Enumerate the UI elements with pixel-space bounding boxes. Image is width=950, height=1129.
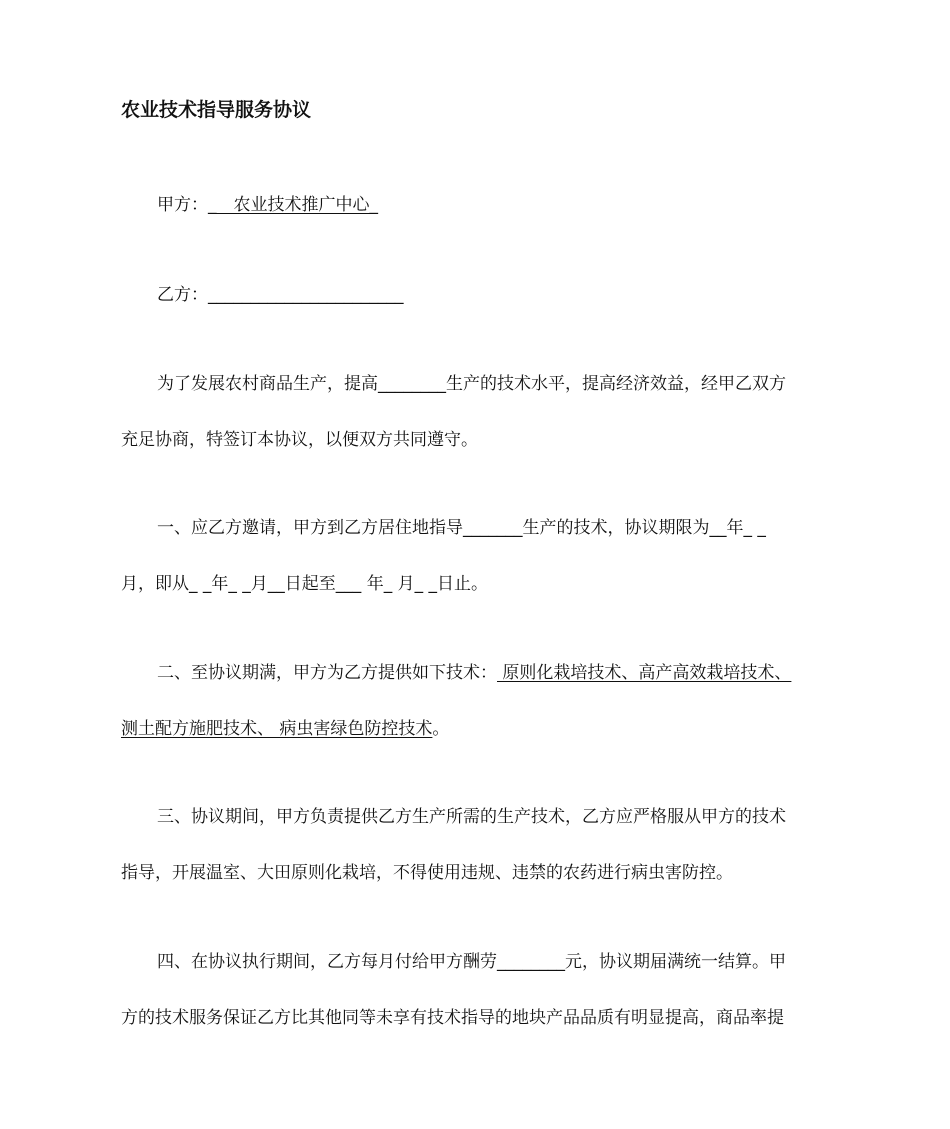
clause-4-line-1: 四、在协议执行期间，乙方每月付给甲方酬劳________元，协议期届满统一结算。甲	[157, 952, 786, 972]
clause-2-line-1	[121, 661, 836, 685]
party-b-line	[121, 283, 836, 307]
clause-4-line-2: 方的技术服务保证乙方比其他同等未享有技术指导的地块产品品质有明显提高，商品率提	[121, 1008, 784, 1028]
clause-2-suffix: 。	[432, 719, 450, 739]
clause-2-prefix: 二、至协议期满，甲方为乙方提供如下技术：	[157, 663, 497, 683]
party-a-value: _ 农业技术推广中心_	[208, 195, 378, 215]
clause-1-line-2: 月，即从_ _年_ _月__日起至___ 年_ 月_ _日止。	[121, 574, 489, 594]
document-title: 农业技术指导服务协议	[121, 99, 312, 121]
clause-2-line-2	[121, 717, 836, 741]
intro-paragraph-line-1: 为了发展农村商品生产，提高________生产的技术水平，提高经济效益，经甲乙双方	[157, 374, 786, 394]
clause-2-techniques-part-1: 原则化栽培技术、高产高效栽培技术、	[497, 663, 792, 683]
clause-1-line-1: 一、应乙方邀请，甲方到乙方居住地指导_______生产的技术，协议期限为__年_ _	[157, 518, 766, 538]
party-a-label: 甲方：	[157, 195, 208, 215]
party-b-value: _______________________	[208, 285, 404, 305]
intro-paragraph-line-2: 充足协商，特签订本协议，以便双方共同遵守。	[121, 430, 478, 450]
party-b-label: 乙方：	[157, 285, 208, 305]
clause-3-line-2: 指导，开展温室、大田原则化栽培，不得使用违规、违禁的农药进行病虫害防控。	[121, 863, 733, 883]
party-a-line	[121, 193, 836, 217]
clause-2-techniques-part-2: 测土配方施肥技术、 病虫害绿色防控技术	[121, 719, 433, 739]
clause-3-line-1: 三、协议期间，甲方负责提供乙方生产所需的生产技术，乙方应严格服从甲方的技术	[157, 807, 786, 827]
